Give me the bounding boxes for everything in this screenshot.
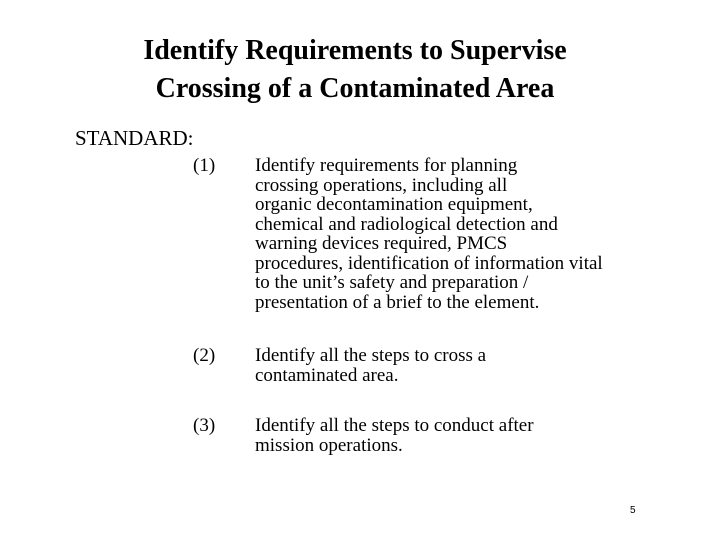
item-text-line: organic decontamination equipment, [255, 194, 533, 215]
item-text-line: Identify requirements for planning [255, 155, 518, 176]
item-text-line: Identify all the steps to conduct after [255, 415, 534, 436]
slide-title-line: Crossing of a Contaminated Area [155, 73, 555, 104]
item-number: (1) [193, 155, 216, 176]
item-text [255, 346, 675, 385]
item-text-line: contaminated area. [255, 364, 399, 386]
item-text-line: mission operations. [255, 434, 403, 456]
item-text [255, 416, 675, 455]
item-text-line: presentation of a brief to the element. [255, 291, 540, 313]
page-number: 5 [630, 505, 636, 516]
slide-title-line: Identify Requirements to Supervise [143, 35, 567, 66]
item-text-line: crossing operations, including all [255, 174, 508, 196]
item-text [255, 156, 675, 312]
item-number: (3) [193, 415, 216, 436]
slide-title [0, 32, 710, 108]
item-text-line: Identify all the steps to cross a [255, 345, 487, 366]
item-text-line: to the unit’s safety and preparation / [255, 272, 529, 293]
item-text-line: chemical and radiological detection and [255, 213, 558, 235]
standard-label: STANDARD: [75, 126, 194, 150]
item-text-line: procedures, identification of information vital [255, 252, 603, 274]
item-number: (2) [193, 345, 216, 366]
item-text-line: warning devices required, PMCS [255, 233, 508, 254]
